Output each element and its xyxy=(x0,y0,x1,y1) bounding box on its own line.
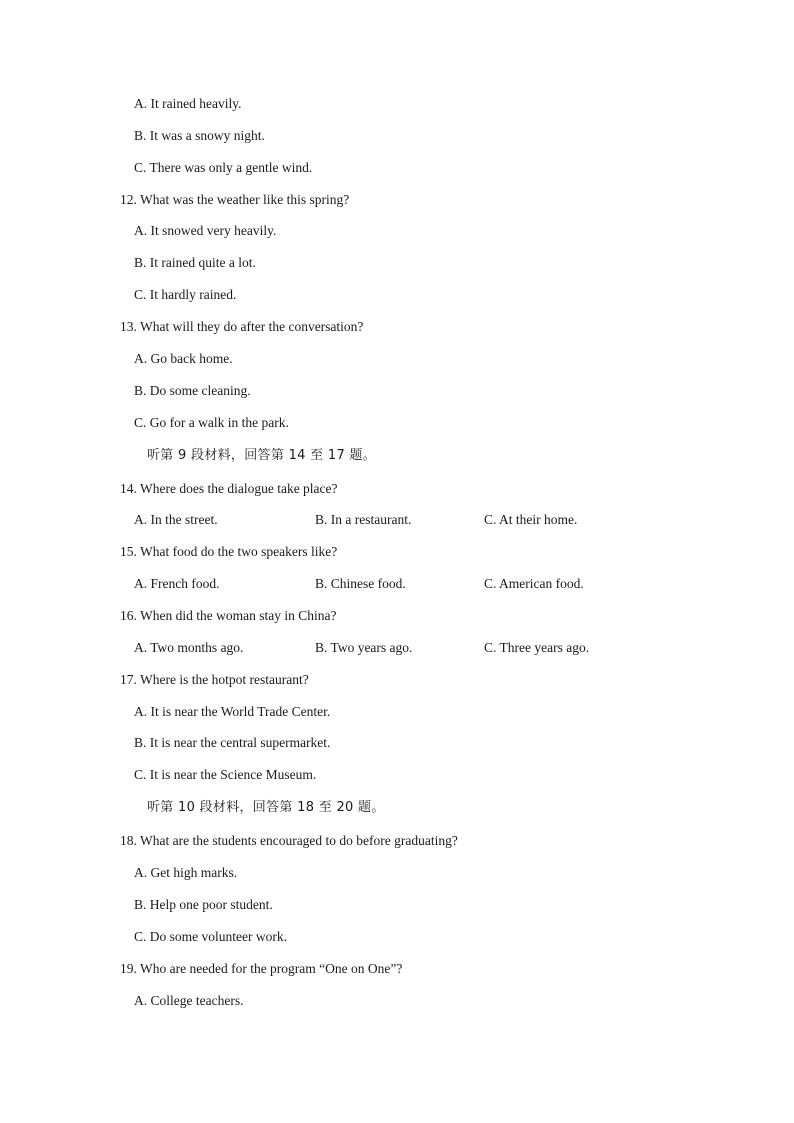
q17-option-c: C. It is near the Science Museum. xyxy=(134,767,317,782)
q11-option-a: A. It rained heavily. xyxy=(134,96,242,111)
q12-option-b: B. It rained quite a lot. xyxy=(134,255,256,270)
q17-option-b: B. It is near the central supermarket. xyxy=(134,735,331,750)
q14-option-a: A. In the street. xyxy=(134,512,218,527)
q14-option-b: B. In a restaurant. xyxy=(315,512,412,527)
q16-option-c: C. Three years ago. xyxy=(484,640,590,655)
q18-question: 18. What are the students encouraged to do before graduating? xyxy=(120,833,458,848)
q14-option-c: C. At their home. xyxy=(484,512,578,527)
q19-option-a: A. College teachers. xyxy=(134,993,244,1008)
q15-question: 15. What food do the two speakers like? xyxy=(120,544,338,559)
q11-option-b: B. It was a snowy night. xyxy=(134,128,265,143)
q17-option-a: A. It is near the World Trade Center. xyxy=(134,704,331,719)
q18-option-a: A. Get high marks. xyxy=(134,865,238,880)
section-9-instruction: 听第 9 段材料，回答第 14 至 17 题。 xyxy=(147,448,377,463)
q19-question: 19. Who are needed for the program “One on One”? xyxy=(120,961,403,976)
q13-option-b: B. Do some cleaning. xyxy=(134,383,251,398)
q15-option-c: C. American food. xyxy=(484,576,584,591)
q12-option-c: C. It hardly rained. xyxy=(134,287,237,302)
q15-option-b: B. Chinese food. xyxy=(315,576,406,591)
q18-option-b: B. Help one poor student. xyxy=(134,897,273,912)
q18-option-c: C. Do some volunteer work. xyxy=(134,929,287,944)
q13-option-c: C. Go for a walk in the park. xyxy=(134,415,289,430)
section-10-instruction: 听第 10 段材料，回答第 18 至 20 题。 xyxy=(147,800,385,815)
q14-question: 14. Where does the dialogue take place? xyxy=(120,481,338,496)
q16-question: 16. When did the woman stay in China? xyxy=(120,608,337,623)
q12-option-a: A. It snowed very heavily. xyxy=(134,223,277,238)
q11-option-c: C. There was only a gentle wind. xyxy=(134,160,313,175)
q12-question: 12. What was the weather like this spring? xyxy=(120,192,350,207)
q16-option-b: B. Two years ago. xyxy=(315,640,413,655)
q16-option-a: A. Two months ago. xyxy=(134,640,244,655)
q17-question: 17. Where is the hotpot restaurant? xyxy=(120,672,309,687)
q15-option-a: A. French food. xyxy=(134,576,220,591)
q13-option-a: A. Go back home. xyxy=(134,351,233,366)
q13-question: 13. What will they do after the conversation? xyxy=(120,319,364,334)
